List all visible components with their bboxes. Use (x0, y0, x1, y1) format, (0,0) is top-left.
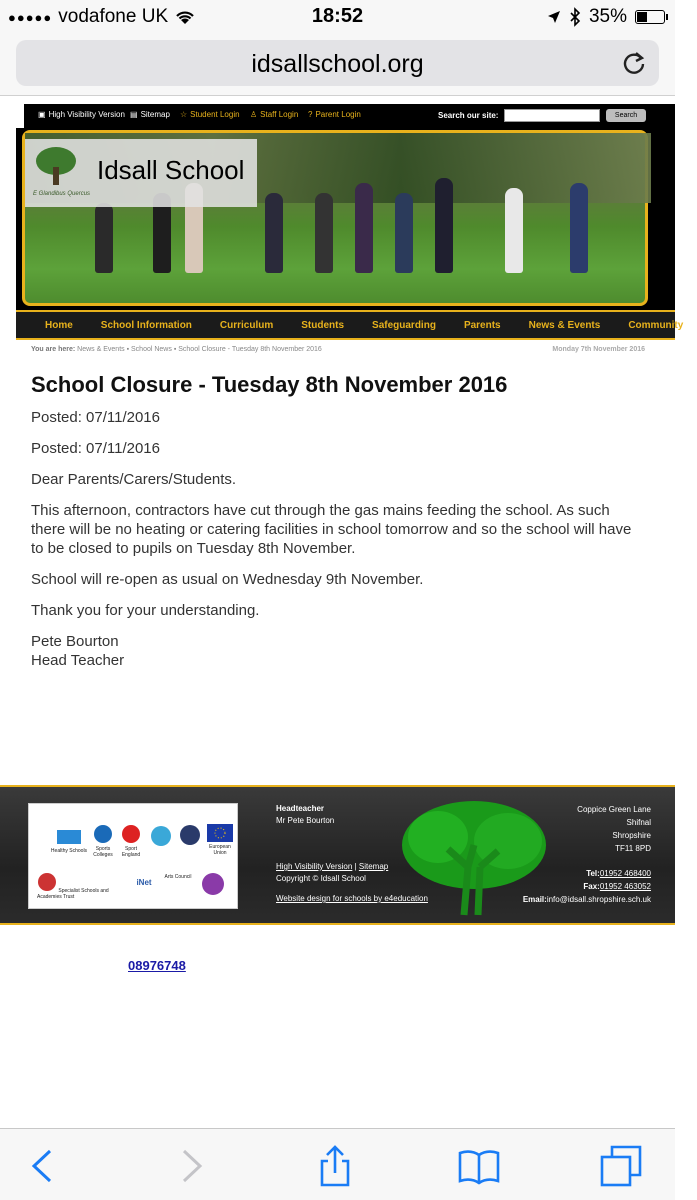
signal-icon: ●●●●● (8, 9, 53, 25)
nav-news-events[interactable]: News & Events (528, 319, 601, 331)
breadcrumb-current: School Closure - Tuesday 8th November 2016 (178, 346, 322, 353)
search-button[interactable]: Search (606, 109, 646, 122)
forward-icon[interactable] (170, 1145, 212, 1187)
url-text: idsallschool.org (251, 50, 424, 78)
banner-figure (95, 203, 113, 273)
staff-login-label: Staff Login (260, 110, 299, 119)
ssat-icon (37, 872, 57, 892)
european-union-logo: European Union (203, 824, 237, 856)
high-visibility-link[interactable] (38, 110, 125, 119)
arts-council-logo: Arts Council (164, 874, 192, 880)
parent-login-link[interactable] (308, 110, 361, 119)
footer-hv-link[interactable]: High Visibility Version (276, 862, 353, 871)
battery-icon (635, 10, 665, 24)
clock: 18:52 (311, 5, 364, 27)
fax-link[interactable]: 01952 463052 (599, 882, 651, 891)
nav-home[interactable]: Home (45, 319, 73, 331)
current-date: Monday 7th November 2016 (552, 346, 645, 353)
sport-england-logo: Sport England (117, 824, 145, 858)
investors-icon (179, 824, 201, 846)
artsmark-icon (149, 824, 173, 850)
status-bar (0, 0, 675, 34)
nav-curriculum[interactable]: Curriculum (219, 319, 274, 331)
design-credit-link[interactable]: Website design for schools by e4education (276, 894, 428, 903)
hv-label: High Visibility Version (48, 110, 125, 119)
signature-role: Head Teacher (31, 652, 125, 669)
email-link[interactable]: info@idsall.shropshire.sch.uk (546, 895, 651, 904)
nav-safeguarding[interactable]: Safeguarding (372, 319, 436, 331)
sport-england-icon (121, 824, 141, 844)
address-bar[interactable] (16, 40, 659, 86)
banner-figure (570, 183, 588, 273)
hv-icon: ▣ (38, 110, 46, 119)
ssat-logo: Specialist Schools and Academies Trust (37, 872, 109, 900)
footer-address (523, 803, 651, 906)
search-label: Search our site: (438, 111, 499, 120)
footer-headteacher (276, 803, 334, 827)
article-paragraph: Thank you for your understanding. (31, 602, 260, 619)
footer-links: High Visibility Version | Sitemap Copyright © Idsall School Website design for schools by e4education (276, 862, 428, 903)
battery-percent: 35% (588, 6, 627, 27)
school-logo[interactable] (25, 139, 257, 207)
sitemap-icon: ▤ (130, 110, 138, 119)
tabs-icon[interactable] (600, 1145, 642, 1187)
breadcrumb-school-news[interactable]: School News (131, 346, 172, 353)
award-icon (201, 872, 225, 896)
user-icon: ♙ (250, 110, 258, 119)
sitemap-label: Sitemap (140, 110, 170, 119)
oak-tree-icon (33, 145, 79, 189)
school-motto: E Glandibus Quercus (33, 191, 91, 197)
sports-colleges-logo: Sports Colleges (89, 824, 117, 858)
nav-school-information[interactable]: School Information (100, 319, 192, 331)
header-banner (16, 128, 675, 310)
sitemap-link[interactable] (130, 110, 170, 119)
article-title: School Closure - Tuesday 8th November 2016 (31, 372, 508, 397)
main-nav (16, 310, 684, 340)
staff-login-link[interactable] (250, 110, 298, 119)
article-paragraph: This afternoon, contractors have cut through the gas mains feeding the school. As such there will be no heating or catering facilities in school tomorrow and so the school will have to be closed to pupils on Tuesday 8th November. (31, 502, 632, 557)
nav-students[interactable]: Students (301, 319, 345, 331)
battery-fill (637, 12, 647, 22)
healthy-schools-logo: Healthy Schools (47, 826, 91, 854)
location-icon (547, 10, 561, 24)
breadcrumb-lead: You are here: (31, 346, 76, 353)
sports-colleges-icon (93, 824, 113, 844)
nav-community[interactable]: Community (628, 319, 684, 331)
banner-figure (265, 193, 283, 273)
website (0, 104, 684, 670)
address-line: Coppice Green Lane (577, 805, 651, 814)
bluetooth-icon (569, 8, 581, 26)
browser-toolbar (0, 1128, 675, 1200)
article-paragraph: School will re-open as usual on Wednesday 9th November. (31, 571, 424, 588)
email-label: Email: (522, 895, 547, 904)
star-icon: ☆ (180, 110, 188, 119)
copyright: Copyright © Idsall School (276, 874, 366, 883)
breadcrumb-news-events[interactable]: News & Events (77, 346, 125, 353)
accreditation-logos (28, 803, 238, 909)
banner-photo (22, 130, 648, 306)
question-icon: ? (308, 110, 313, 119)
site-footer (0, 785, 675, 925)
parent-login-label: Parent Login (315, 110, 361, 119)
posted-date: Posted: 07/11/2016 (31, 409, 160, 426)
student-login-link[interactable] (180, 110, 240, 119)
back-icon[interactable] (22, 1145, 64, 1187)
address-line: Shropshire (612, 831, 651, 840)
banner-figure (505, 188, 523, 273)
browser-address-area (0, 34, 675, 96)
banner-figure (315, 193, 333, 273)
tel-link[interactable]: 01952 468400 (599, 869, 651, 878)
article-greeting: Dear Parents/Carers/Students. (31, 471, 237, 488)
fax-label: Fax: (583, 882, 600, 891)
share-icon[interactable] (314, 1145, 356, 1187)
healthy-schools-icon (55, 826, 83, 846)
school-name: Idsall School (97, 155, 245, 185)
headteacher-label: Headteacher (276, 804, 325, 813)
student-login-label: Student Login (190, 110, 240, 119)
address-line: TF11 8PD (615, 844, 651, 853)
banner-figure (435, 178, 453, 273)
eu-flag-icon (207, 824, 233, 842)
reload-icon[interactable] (621, 50, 647, 76)
banner-figure (355, 183, 373, 273)
address-line: Shifnal (626, 818, 651, 827)
breadcrumb: You are here: News & Events ▪ School News ▪ School Closure - Tuesday 8th November 2016 Monday 7th November 2016 (31, 346, 645, 353)
headteacher-name: Mr Pete Bourton (276, 816, 335, 825)
utility-bar (24, 104, 675, 128)
search-input[interactable] (504, 109, 600, 122)
signature-name: Pete Bourton (31, 633, 119, 650)
article (31, 372, 646, 670)
tel-label: Tel: (586, 869, 600, 878)
bookmarks-icon[interactable] (458, 1145, 500, 1187)
posted-date: Posted: 07/11/2016 (31, 440, 160, 457)
nav-parents[interactable]: Parents (463, 319, 501, 331)
footer-sitemap-link[interactable]: Sitemap (358, 862, 389, 871)
phone-number-link[interactable]: 08976748 (128, 958, 186, 973)
banner-figure (395, 193, 413, 273)
inet-logo: iNet (136, 878, 152, 887)
carrier-label: vodafone UK (58, 6, 169, 27)
